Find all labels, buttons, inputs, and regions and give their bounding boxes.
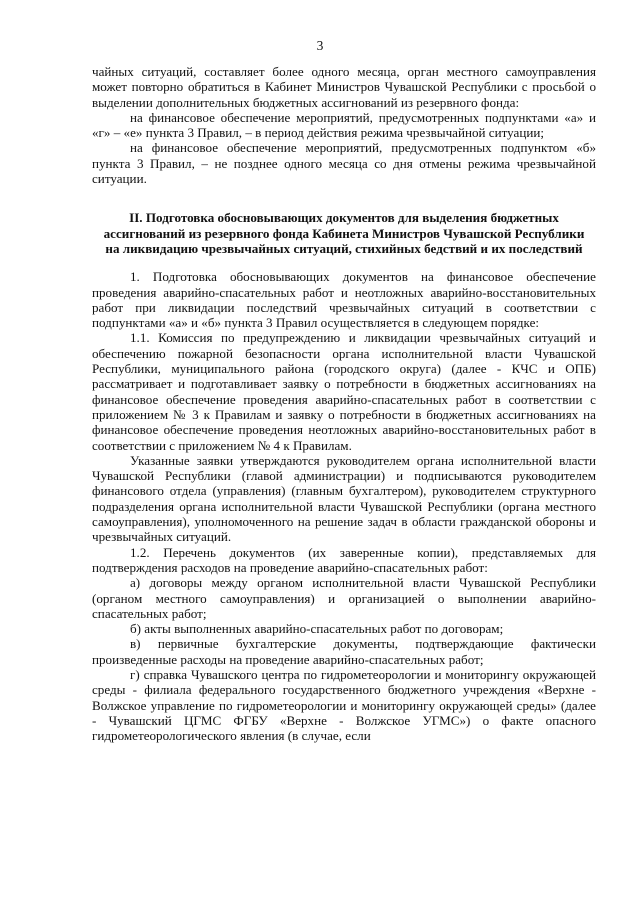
list-item: в) первичные бухгалтерские документы, подтверждающие фактически произведенные расходы на проведение аварийно-спасательных работ;	[92, 636, 596, 667]
spacer	[92, 256, 596, 269]
paragraph: 1.2. Перечень документов (их заверенные копии), представляемых для подтверждения расходов на проведение аварийно-спасательных работ:	[92, 544, 596, 575]
paragraph-continuation: чайных ситуаций, составляет более одного месяца, орган местного самоуправления может повторно обратиться в Кабинет Министров Чувашской Республики с просьбой о выделении дополнительных бюджетных ассигнований из резервного фонда:	[92, 64, 596, 110]
list-item: б) акты выполненных аварийно-спасательных работ по договорам;	[130, 621, 504, 637]
list-item: а) договоры между органом исполнительной власти Чувашской Республики (органом местного самоуправления) и организацией о выполнении аварийно-спасательных работ;	[92, 575, 596, 621]
page-number: 3	[316, 38, 324, 53]
list-item: г) справка Чувашского центра по гидрометеорологии и мониторингу окружающей среды - филиала федерального государственного бюджетного учреждения «Верхне - Волжское управление по гидрометеорологии и мониторингу окружающей среды» (далее - Чувашский ЦГМС ФГБУ «Верхне - Волжское УГМС») о факте опасного гидрометеорологического явления (в случае, если	[92, 666, 596, 744]
paragraph: 1. Подготовка обосновывающих документов на финансовое обеспечение проведения аварийно-спасательных работ и неотложных аварийно-восстановительных работ при ликвидации последствий чрезвычайных ситуаций в соответствии с подпунктами «а» и «б» пункта 3 Правил осуществляется в следующем порядке:	[92, 269, 596, 331]
spacer	[92, 186, 596, 210]
paragraph: 1.1. Комиссия по предупреждению и ликвидации чрезвычайных ситуаций и обеспечению пожарной безопасности органа исполнительной власти Чувашской Республики, муниципального района (городского округа) (далее - КЧС и ОПБ) рассматривает и подготавливает заявку о потребности в бюджетных ассигнованиях на финансовое обеспечение проведения аварийно-спасательных работ в соответствии с приложением № 3 к Правилам и заявку о потребности в бюджетных ассигнованиях на финансовое обеспечение проведения неотложных аварийно-восстановительных работ в соответствии с приложением № 4 к Правилам.	[92, 330, 596, 453]
section-heading: II. Подготовка обосновывающих документов для выделения бюджетных ассигнований из резервного фонда Кабинета Министров Чувашской Республики на ликвидацию чрезвычайных ситуаций, стихийных бедствий и их последствий	[103, 210, 585, 256]
paragraph: на финансовое обеспечение мероприятий, предусмотренных подпунктами «а» и «г» – «е» пункта 3 Правил, – в период действия режима чрезвычайной ситуации;	[92, 109, 596, 141]
paragraph: Указанные заявки утверждаются руководителем органа исполнительной власти Чувашской Республики (главой администрации) и подписываются руководителем финансового отдела (управления) (главным бухгалтером), руководителем структурного подразделения органа исполнительной власти Чувашской Республики (органа местного самоуправления), уполномоченного на решение задач в области гражданской обороны и чрезвычайных ситуаций.	[92, 452, 596, 545]
document-body	[92, 64, 596, 743]
paragraph: на финансовое обеспечение мероприятий, предусмотренных подпунктом «б» пункта 3 Правил, – не позднее одного месяца со дня отмены режима чрезвычайной ситуации.	[92, 140, 596, 187]
